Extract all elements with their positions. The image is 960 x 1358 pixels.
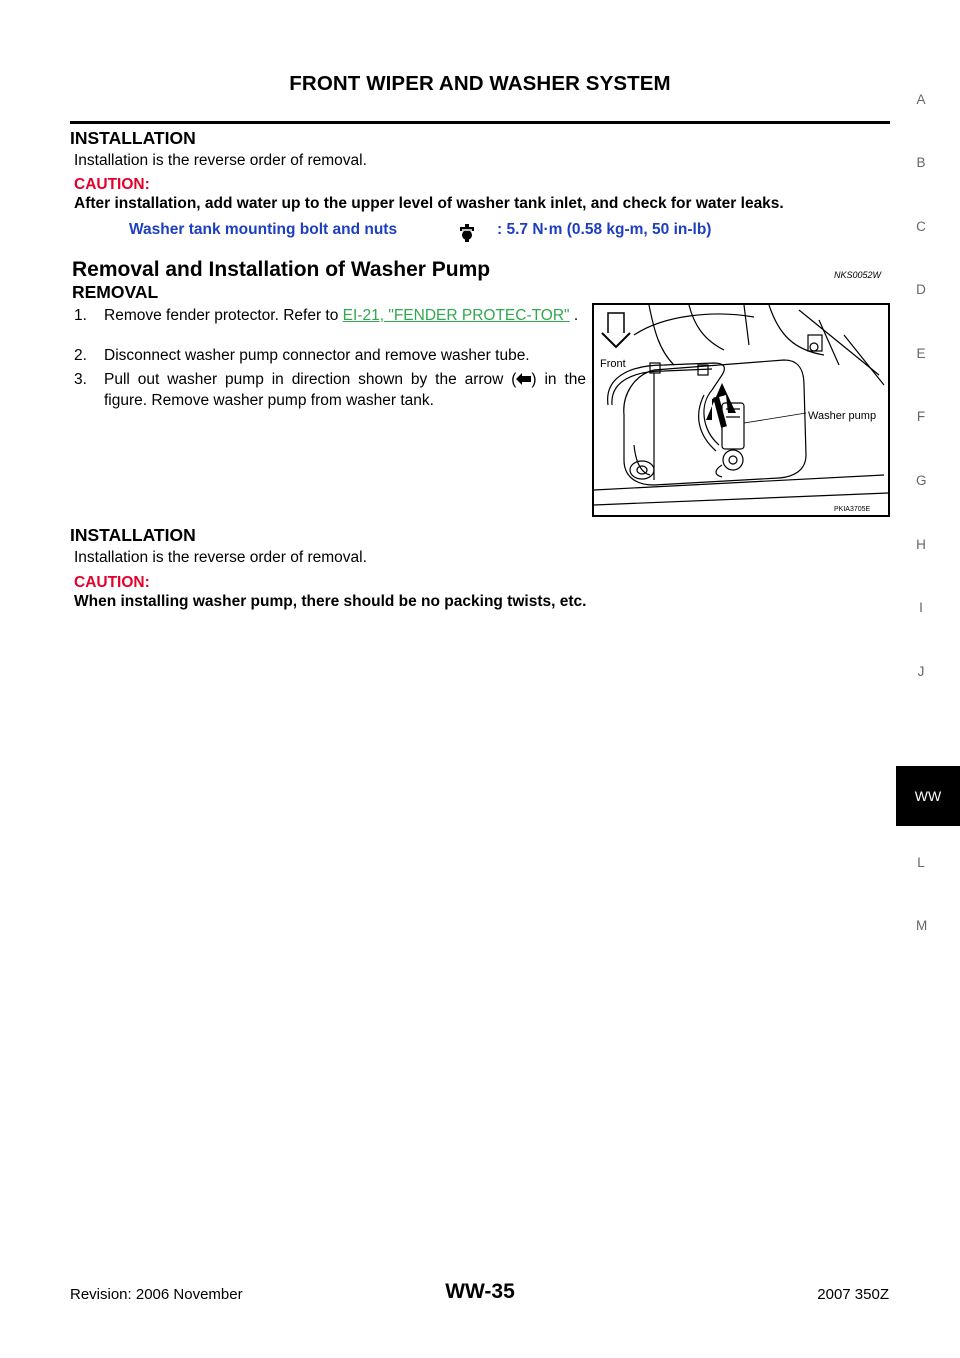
side-tab-i[interactable]: I (919, 600, 923, 615)
step-number: 1. (74, 307, 87, 324)
side-tab-g[interactable]: G (916, 473, 927, 488)
figure-label-front: Front (600, 358, 626, 370)
washer-pump-figure (592, 303, 890, 517)
caution-text-2: When installing washer pump, there should be no packing twists, etc. (74, 593, 587, 610)
side-tab-f[interactable]: F (916, 409, 926, 424)
side-tab-e[interactable]: E (916, 346, 926, 361)
side-tab-l[interactable]: L (917, 855, 925, 870)
installation-text-2: Installation is the reverse order of removal. (74, 549, 367, 566)
torque-value: : 5.7 N·m (0.58 kg-m, 50 in-lb) (497, 221, 712, 238)
step-text-after: ) in the figure. Remove washer pump from washer tank. (104, 371, 586, 409)
step-number: 3. (74, 371, 87, 388)
step-text: Remove fender protector. Refer to (104, 307, 343, 324)
figure-code: PKIA3705E (834, 506, 871, 513)
torque-label: Washer tank mounting bolt and nuts (129, 221, 398, 238)
footer-revision: Revision: 2006 November (70, 1286, 243, 1303)
caution-text: After installation, add water up to the upper level of washer tank inlet, and check for water leaks. (74, 195, 784, 212)
removal-step-3 (74, 369, 586, 411)
page-title: FRONT WIPER AND WASHER SYSTEM (289, 72, 671, 95)
step-number: 2. (74, 347, 87, 364)
figure-label-pump: Washer pump (808, 410, 877, 422)
side-tab-m[interactable]: M (916, 918, 928, 933)
installation-heading-2: INSTALLATION (70, 525, 196, 545)
fender-protector-link[interactable]: EI-21, "FENDER PROTEC-TOR" (342, 307, 570, 324)
installation-heading: INSTALLATION (70, 128, 196, 148)
footer-page-number: WW-35 (445, 1280, 515, 1303)
side-tab-b[interactable]: B (916, 155, 926, 170)
front-arrow-icon (602, 313, 630, 347)
installation-text: Installation is the reverse order of removal. (74, 152, 367, 169)
section-code: NKS0052W (834, 270, 882, 280)
step-text: Pull out washer pump in direction shown by the arrow ( (104, 371, 517, 388)
torque-wrench-icon (456, 221, 478, 250)
removal-step-1 (74, 305, 586, 326)
caution-label-2: CAUTION: (74, 574, 150, 591)
header-rule (70, 121, 890, 124)
caution-label: CAUTION: (74, 176, 150, 193)
removal-heading: REMOVAL (72, 282, 159, 302)
side-tab-a[interactable]: A (916, 92, 926, 107)
step-text-after: . (569, 307, 579, 324)
footer-model: 2007 350Z (817, 1286, 889, 1303)
side-tab-j[interactable]: J (917, 664, 925, 679)
side-tab-d[interactable]: D (916, 282, 926, 297)
step-text: Disconnect washer pump connector and remove washer tube. (104, 347, 530, 364)
side-tab-c[interactable]: C (916, 219, 926, 234)
side-tab-ww-active[interactable]: WW (896, 766, 960, 826)
section-title: Removal and Installation of Washer Pump (72, 258, 491, 281)
removal-step-2 (74, 345, 586, 366)
arrow-icon (516, 373, 531, 385)
side-tab-h[interactable]: H (916, 537, 926, 552)
